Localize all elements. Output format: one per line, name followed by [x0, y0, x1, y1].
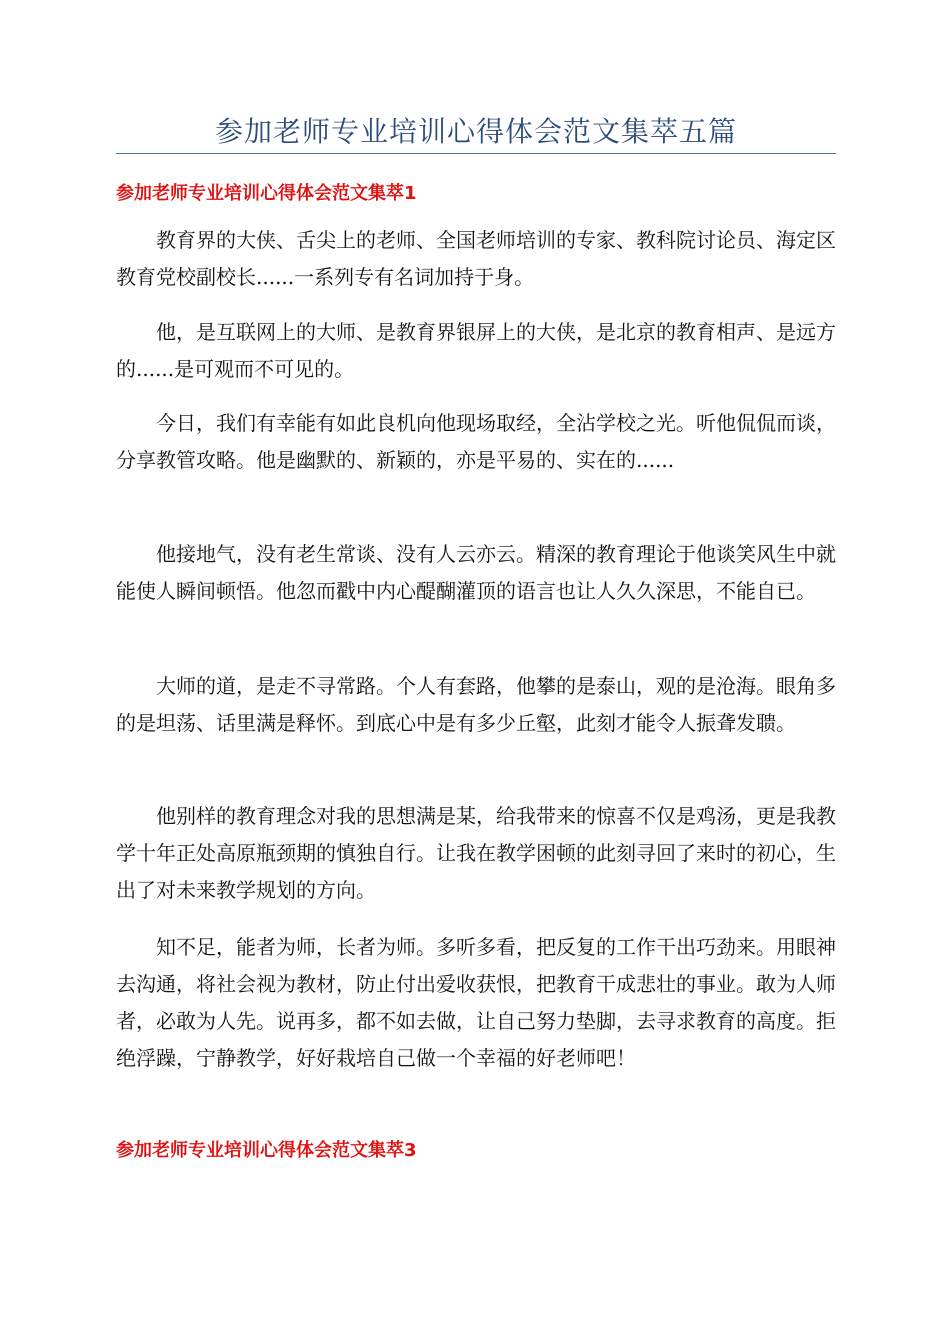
paragraph-4: 他接地气，没有老生常谈、没有人云亦云。精深的教育理论于他谈笑风生中就能使人瞬间顿悟。他忽而戳中内心醍醐灌顶的语言也让人久久深思，不能自已。 [116, 542, 836, 603]
title-underline [116, 153, 836, 154]
section-heading-1: 参加老师专业培训心得体会范文集萃1 [116, 183, 417, 204]
paragraph-7: 知不足，能者为师，长者为师。多听多看，把反复的工作干出巧劲来。用眼神去沟通，将社会视为教材，防止付出爱收获恨，把教育干成悲壮的事业。敢为人师者，必敢为人先。说再多，都不如去做，让自己努力垫脚，去寻求教育的高度。拒绝浮躁，宁静教学，好好栽培自己做一个幸福的好老师吧！ [116, 935, 836, 1070]
paragraph-2: 他，是互联网上的大师、是教育界银屏上的大侠，是北京的教育相声、是远方的......是可观而不可见的。 [116, 320, 836, 381]
paragraph-3: 今日，我们有幸能有如此良机向他现场取经，全沾学校之光。听他侃侃而谈，分享教管攻略。他是幽默的、新颖的，亦是平易的、实在的...... [116, 411, 836, 472]
paragraph-5: 大师的道，是走不寻常路。个人有套路，他攀的是泰山，观的是沧海。眼角多的是坦荡、话里满是释怀。到底心中是有多少丘壑，此刻才能令人振聋发聩。 [116, 674, 836, 735]
paragraph-1: 教育界的大侠、舌尖上的老师、全国老师培训的专家、教科院讨论员、海定区教育党校副校长......一系列专有名词加持于身。 [116, 228, 836, 289]
document-title: 参加老师专业培训心得体会范文集萃五篇 [214, 115, 737, 148]
section-heading-3: 参加老师专业培训心得体会范文集萃3 [116, 1140, 417, 1161]
paragraph-6: 他别样的教育理念对我的思想满是某，给我带来的惊喜不仅是鸡汤，更是我教学十年正处高原瓶颈期的慎独自行。让我在教学困顿的此刻寻回了来时的初心，生出了对未来教学规划的方向。 [116, 804, 836, 902]
